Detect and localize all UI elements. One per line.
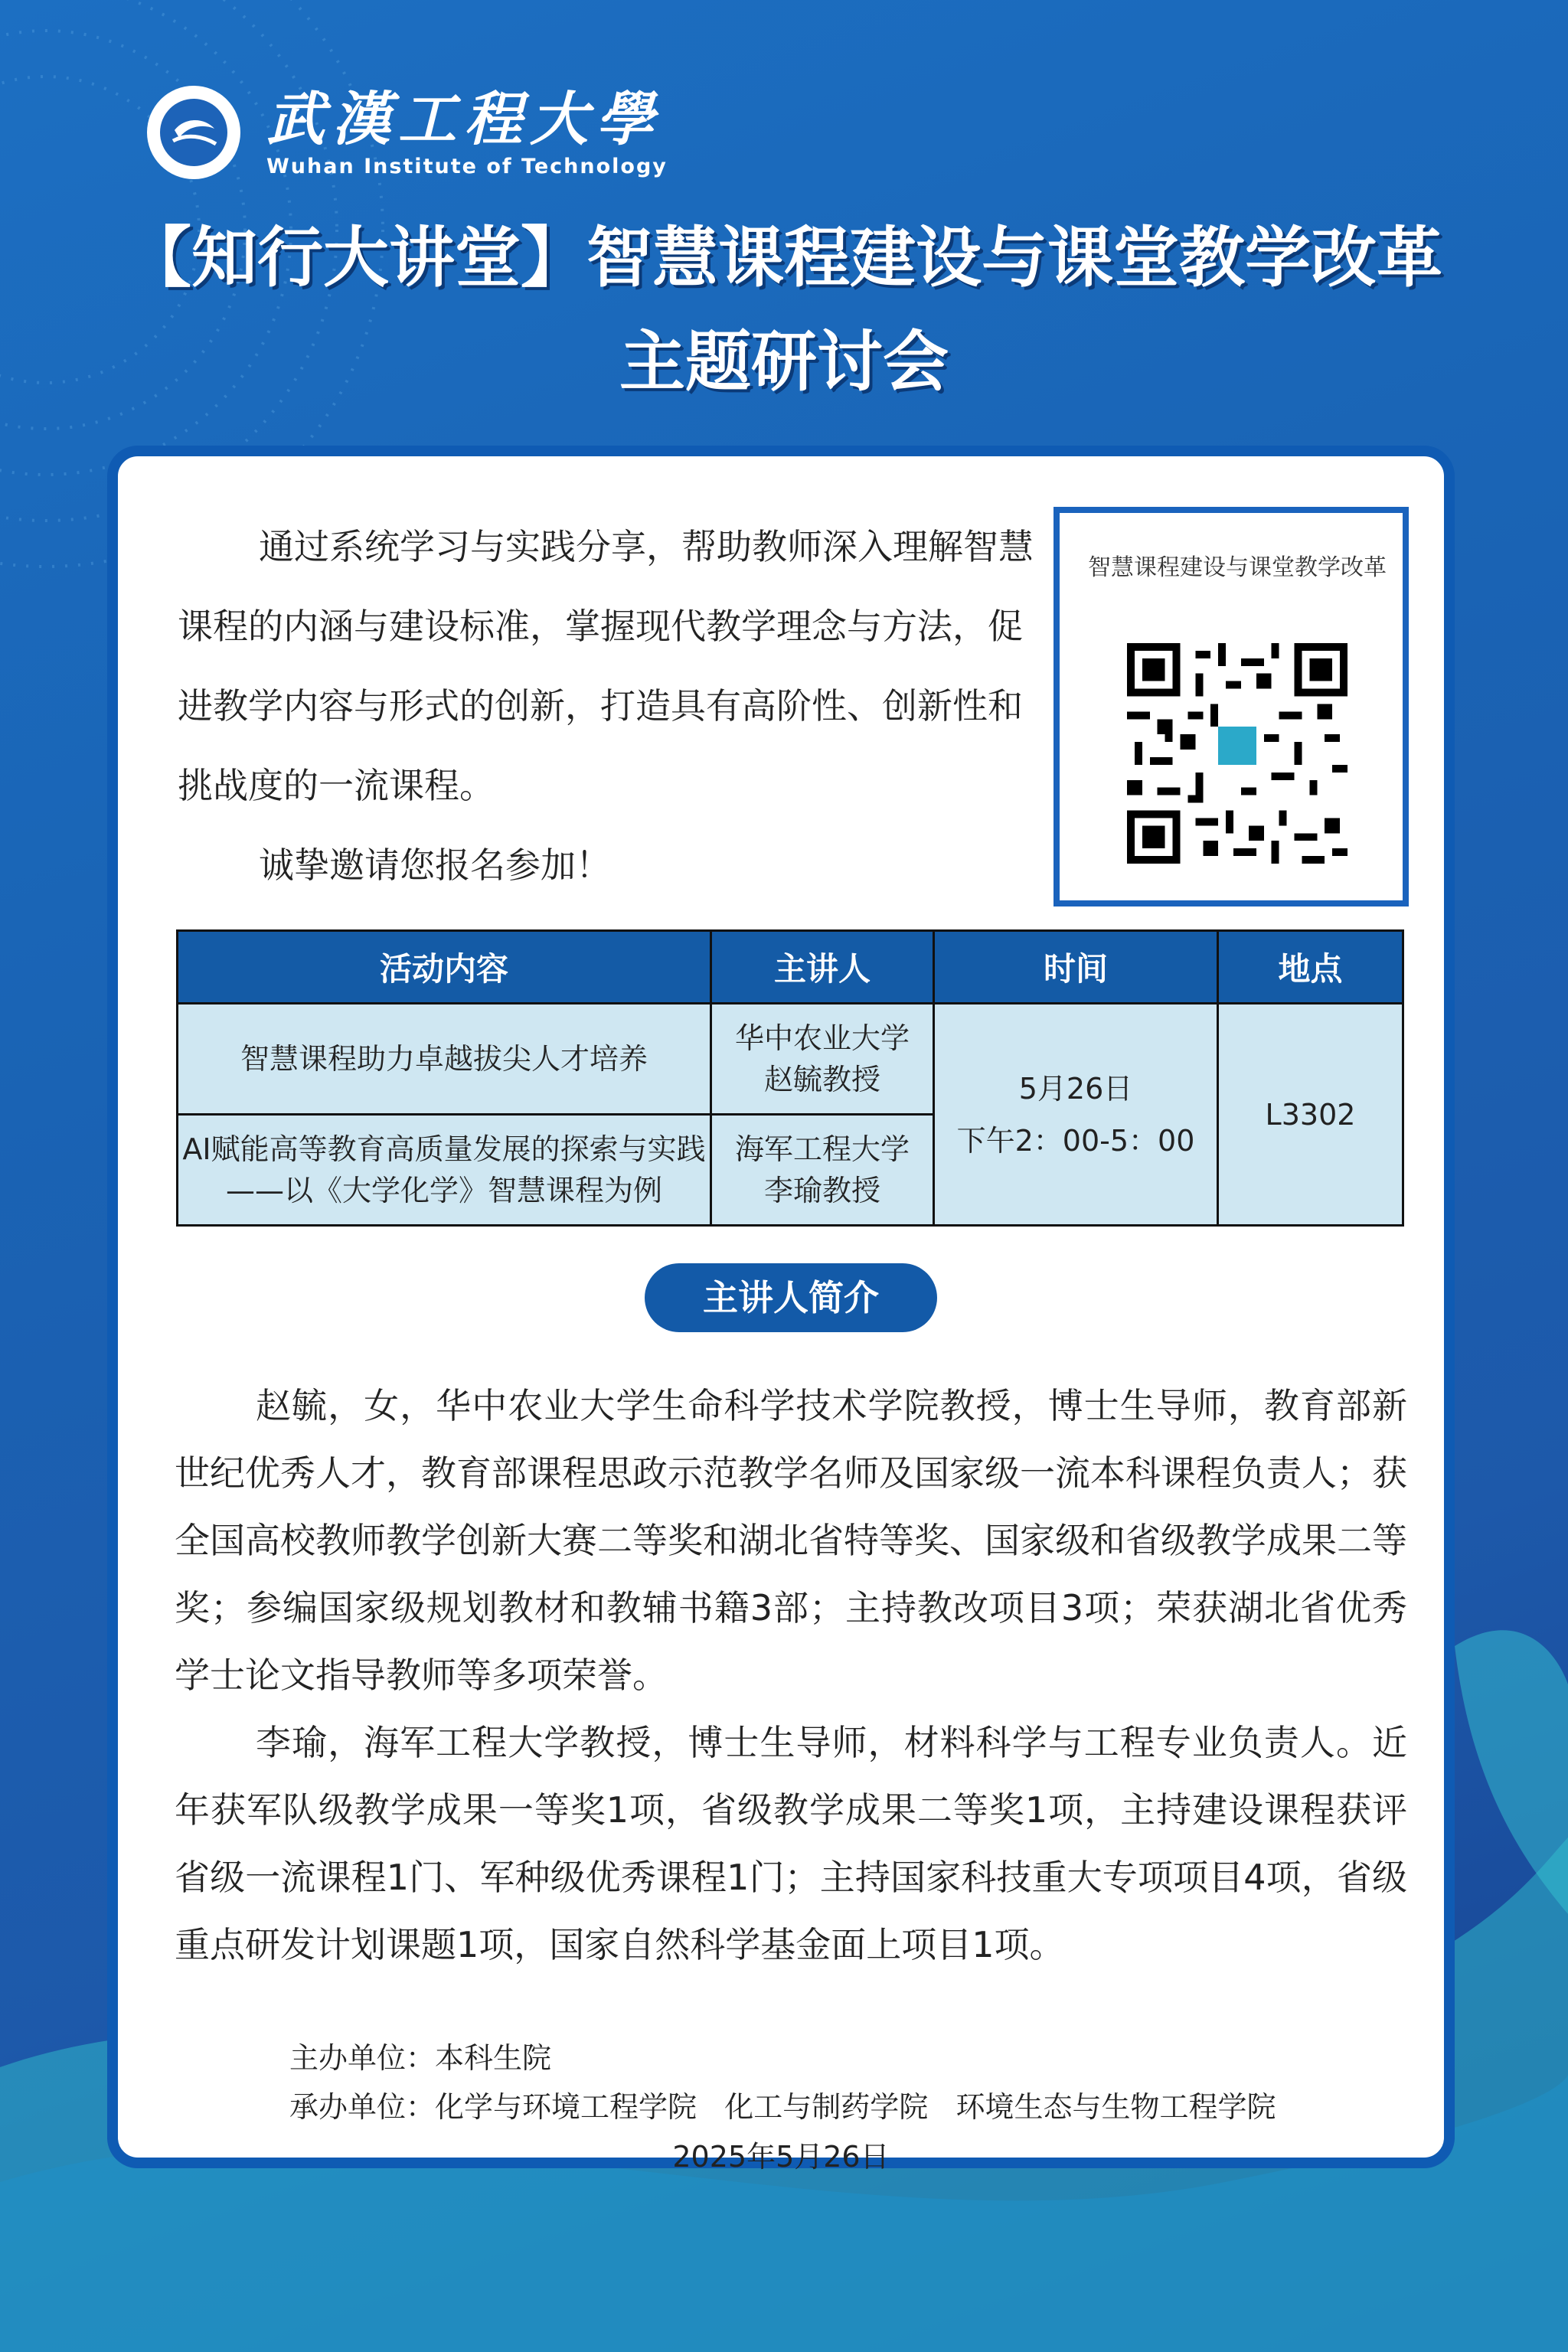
speaker-bio-2: 李瑜，海军工程大学教授，博士生导师，材料科学与工程专业负责人。近年获军队级教学成果一等奖1项，省级教学成果二等奖1项，主持建设课程获评省级一流课程1门、军种级优秀课程1门；主持国家科技重大专项项目4项，省级重点研发计划课题1项，国家自然科学基金面上项目1项。 xyxy=(175,1722,1407,1965)
qr-code-icon[interactable] xyxy=(1127,643,1348,864)
school-logo xyxy=(145,84,668,181)
content-card xyxy=(107,446,1455,2174)
footer-date: 2025年5月26日 xyxy=(672,2140,890,2174)
qr-title: 智慧课程建设与课堂教学改革 xyxy=(1088,554,1387,581)
header-content: 活动内容 xyxy=(178,931,711,1004)
session-speaker: 海军工程大学 李瑜教授 xyxy=(711,1115,934,1226)
session-place: L3302 xyxy=(1218,1004,1403,1226)
schedule-table xyxy=(176,929,1404,1227)
school-name-en: Wuhan Institute of Technology xyxy=(266,154,668,178)
intro-paragraph: 通过系统学习与实践分享，帮助教师深入理解智慧课程的内涵与建设标准，掌握现代教学理念与方法，促进教学内容与形式的创新，打造具有高阶性、创新性和挑战度的一流课程。 xyxy=(178,526,1034,806)
intro-text xyxy=(178,507,1035,905)
school-name-cn: 武漢工程大學 xyxy=(266,84,662,153)
organizer-units: 承办单位：化学与环境工程学院 化工与制药学院 环境生态与生物工程学院 xyxy=(289,2090,1276,2124)
host-unit: 主办单位：本科生院 xyxy=(289,2041,552,2075)
school-seal-icon xyxy=(145,84,242,181)
header-time: 时间 xyxy=(934,931,1218,1004)
footer-organizers xyxy=(289,2034,1276,2132)
session-time: 5月26日 下午2：00-5：00 xyxy=(934,1004,1218,1226)
session-topic: AI赋能高等教育高质量发展的探索与实践 ——以《大学化学》智慧课程为例 xyxy=(178,1115,711,1226)
invite-line: 诚挚邀请您报名参加！ xyxy=(259,844,611,886)
header-place: 地点 xyxy=(1218,931,1403,1004)
session-topic: 智慧课程助力卓越拔尖人才培养 xyxy=(178,1004,711,1115)
speaker-bio-1: 赵毓，女，华中农业大学生命科学技术学院教授，博士生导师，教育部新世纪优秀人才，教育部课程思政示范教学名师及国家级一流本科课程负责人；获全国高校教师教学创新大赛二等奖和湖北省特等奖、国家级和省级教学成果二等奖；参编国家级规划教材和教辅书籍3部；主持教改项目3项；荣获湖北省优秀学士论文指导教师等多项荣誉。 xyxy=(175,1385,1407,1696)
table-row xyxy=(178,1004,1403,1115)
speakers-section-label: 主讲人简介 xyxy=(645,1263,937,1332)
session-speaker: 华中农业大学 赵毓教授 xyxy=(711,1004,934,1115)
qr-panel xyxy=(1054,507,1409,906)
event-title-line2: 主题研讨会 xyxy=(619,324,949,400)
speaker-bios xyxy=(175,1372,1407,1978)
event-title-line1: 【知行大讲堂】智慧课程建设与课堂教学改革 xyxy=(126,220,1442,296)
header-speaker: 主讲人 xyxy=(711,931,934,1004)
